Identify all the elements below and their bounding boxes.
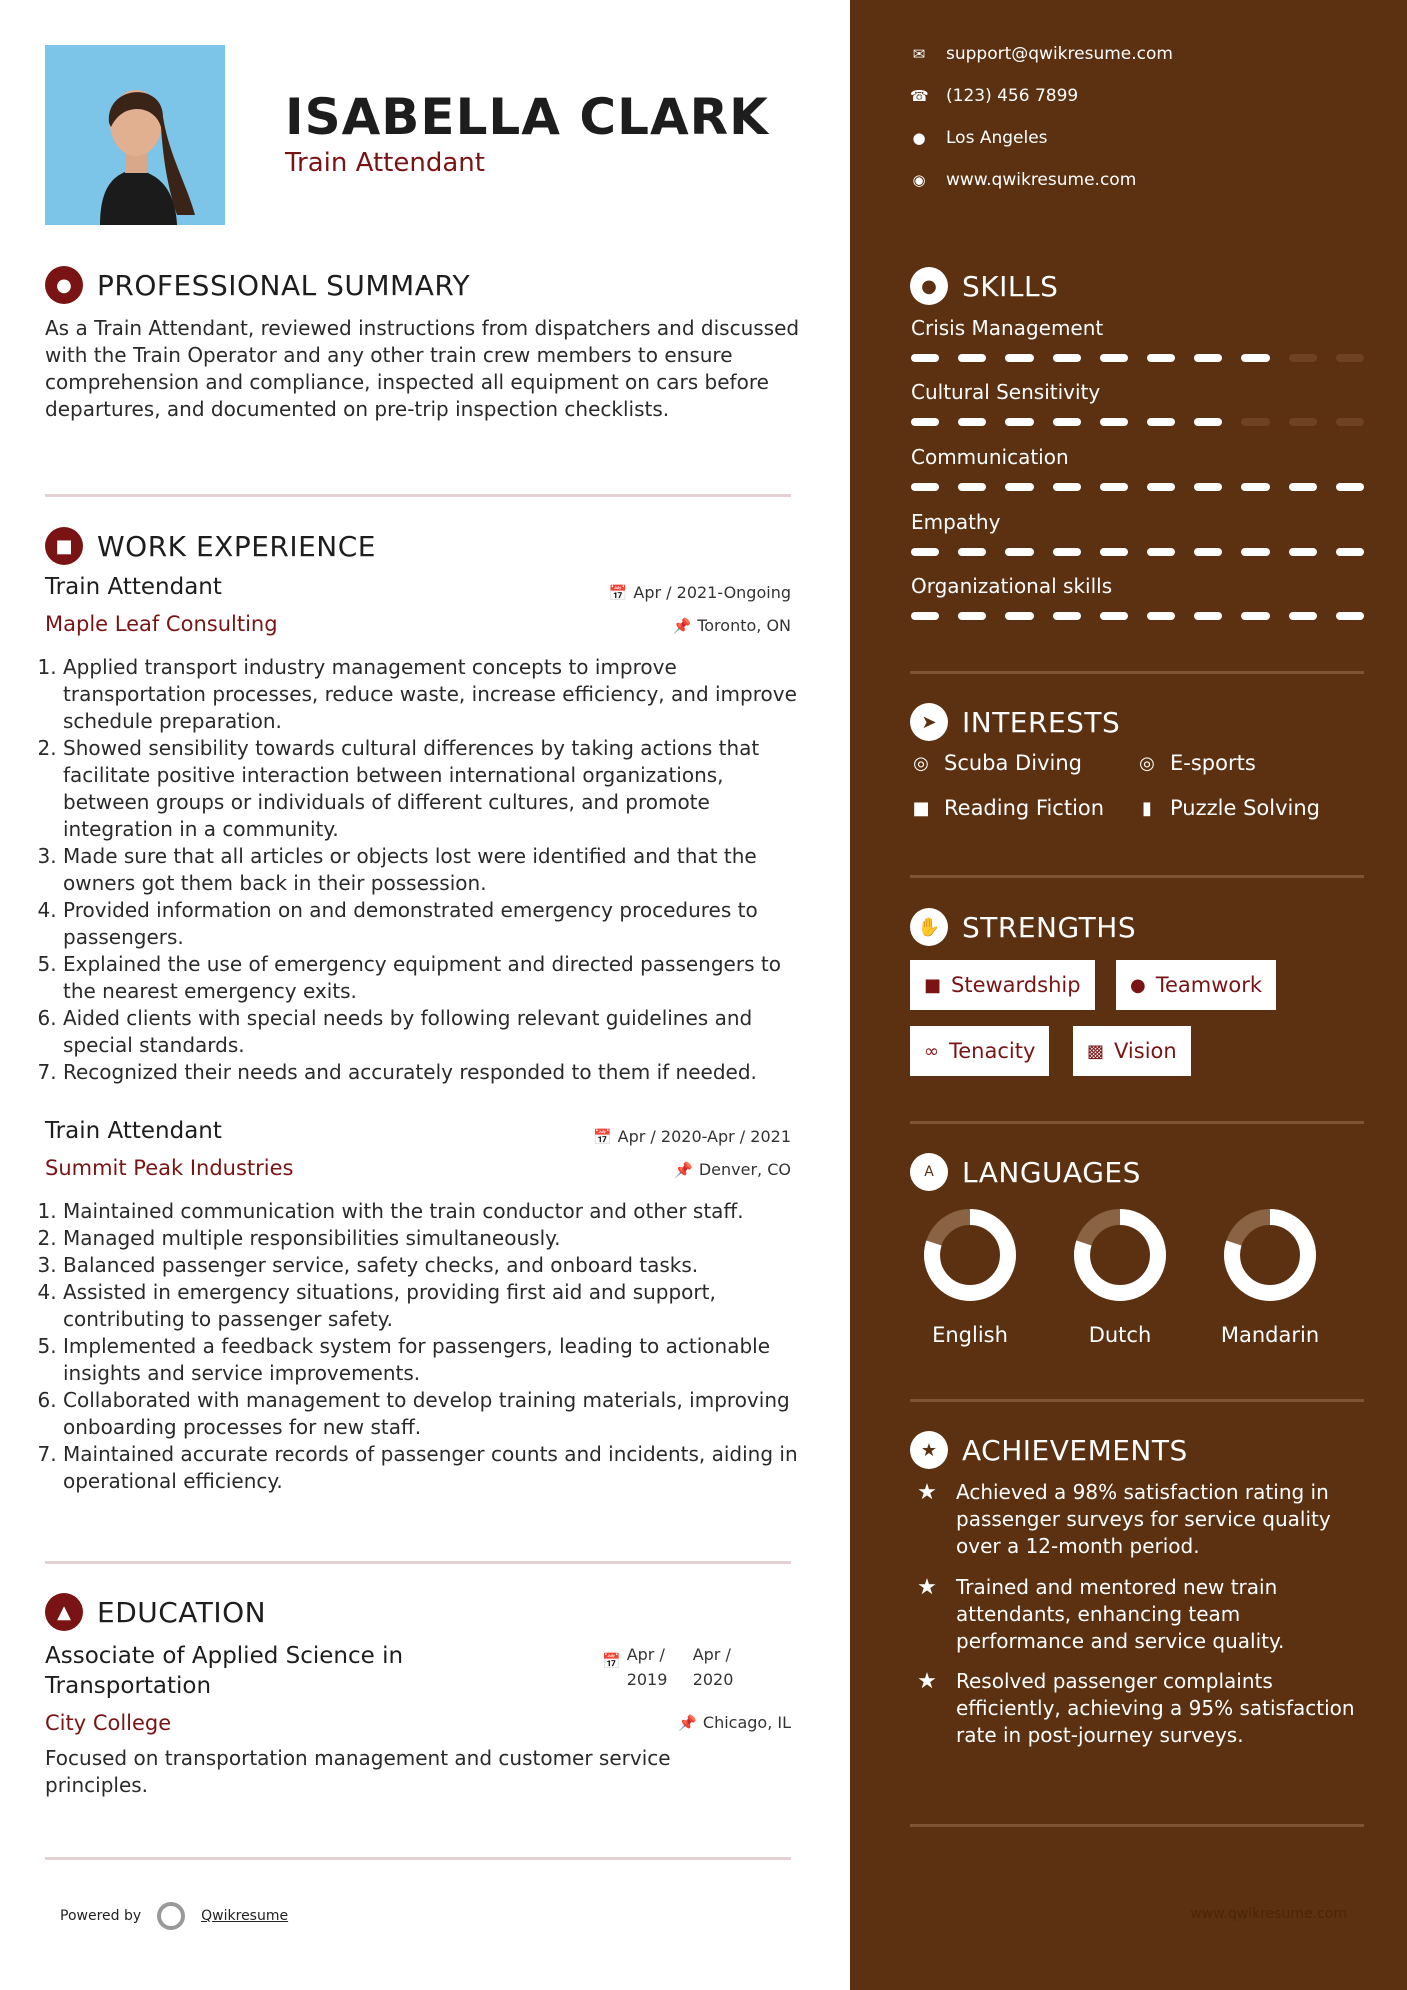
- achievement-item: ★ Trained and mentored new train attendants, enhancing team performance and service quality.: [910, 1574, 1356, 1655]
- phone-icon: ☎: [910, 87, 929, 105]
- strength-badge: ● Teamwork: [1116, 960, 1276, 1010]
- skill-segment: [1147, 354, 1175, 362]
- gamepad-icon: ■: [912, 797, 930, 819]
- skill-segment: [1053, 483, 1081, 491]
- skill-segment: [1005, 548, 1033, 556]
- skill-segment: [958, 548, 986, 556]
- envelope-icon: ✉: [912, 45, 926, 63]
- skills-heading: ● SKILLS: [910, 267, 1058, 305]
- skill-segment: [1241, 354, 1269, 362]
- skill-segment: [1005, 418, 1033, 426]
- skill-segment: [1194, 354, 1222, 362]
- skill-level-bar: [911, 483, 1364, 491]
- language-proficiency-ring: [920, 1205, 1020, 1305]
- life-ring-icon: ◎: [913, 752, 929, 774]
- job-company: Summit Peak Industries: [45, 1156, 294, 1180]
- skill-segment: [1100, 354, 1128, 362]
- skill-segment: [1100, 418, 1128, 426]
- school-location: 📌 Chicago, IL: [678, 1713, 791, 1732]
- skill-segment: [911, 548, 939, 556]
- skill-segment: [911, 483, 939, 491]
- strengths-heading: ✋ STRENGTHS: [910, 908, 1136, 946]
- users-icon: ●: [1130, 974, 1146, 996]
- pin-icon: 📌: [674, 1160, 693, 1179]
- language-name: English: [932, 1323, 1008, 1347]
- language-icon: A: [910, 1153, 948, 1191]
- divider: [910, 671, 1364, 674]
- divider: [910, 1824, 1364, 1827]
- briefcase-icon: ■: [45, 527, 83, 565]
- skill-name: Empathy: [911, 510, 1001, 534]
- education-heading: ▲ EDUCATION: [45, 1593, 266, 1631]
- job-date: 📅 Apr / 2020-Apr / 2021: [592, 1127, 791, 1146]
- job-title: Train Attendant: [45, 574, 222, 600]
- list-item: 2. Showed sensibility towards cultural differences by taking actions that facilitate positive interaction between international organizations, between groups or individuals of different cultures, and promote integration in a community.: [63, 735, 815, 843]
- skill-name: Communication: [911, 445, 1069, 469]
- skill-segment: [1053, 548, 1081, 556]
- skill-name: Crisis Management: [911, 316, 1104, 340]
- summary-heading: ● PROFESSIONAL SUMMARY: [45, 266, 470, 304]
- list-item: 5. Implemented a feedback system for passengers, leading to actionable insights and service improvements.: [63, 1333, 815, 1387]
- skill-segment: [1336, 548, 1364, 556]
- user-icon: ●: [45, 266, 83, 304]
- skill-segment: [1336, 418, 1364, 426]
- divider: [910, 1399, 1364, 1402]
- skill-segment: [1289, 548, 1317, 556]
- list-item: 7. Recognized their needs and accurately responded to them if needed.: [63, 1059, 815, 1086]
- list-item: 6. Aided clients with special needs by following relevant guidelines and special standards.: [63, 1005, 815, 1059]
- list-item: 5. Explained the use of emergency equipment and directed passengers to the nearest emergency exits.: [63, 951, 815, 1005]
- list-item: 4. Assisted in emergency situations, providing first aid and support, contributing to passenger safety.: [63, 1279, 815, 1333]
- contact-email[interactable]: ✉ support@qwikresume.com: [910, 44, 1173, 64]
- strength-badge: ∞ Tenacity: [910, 1026, 1049, 1076]
- skill-segment: [1147, 612, 1175, 620]
- language-name: Mandarin: [1220, 1323, 1320, 1347]
- interest-item: ◎ E-sports: [1136, 751, 1256, 775]
- profile-photo: [45, 45, 225, 225]
- skill-segment: [1147, 483, 1175, 491]
- skill-segment: [1005, 483, 1033, 491]
- job-location: 📌 Denver, CO: [674, 1160, 791, 1179]
- skill-segment: [1100, 612, 1128, 620]
- job-company: Maple Leaf Consulting: [45, 612, 278, 636]
- achievements-heading: ★ ACHIEVEMENTS: [910, 1431, 1188, 1469]
- skill-segment: [911, 354, 939, 362]
- list-item: 1. Applied transport industry management concepts to improve transportation processes, reduce waste, increase efficiency, and improve schedule preparation.: [63, 654, 815, 735]
- skill-segment: [1100, 483, 1128, 491]
- strength-badge: ■ Stewardship: [910, 960, 1095, 1010]
- list-item: 6. Collaborated with management to develop training materials, improving onboarding processes for new staff.: [63, 1387, 815, 1441]
- graduation-cap-icon: ▲: [45, 1593, 83, 1631]
- list-item: 3. Balanced passenger service, safety checks, and onboard tasks.: [63, 1252, 815, 1279]
- job-location: 📌 Toronto, ON: [672, 616, 791, 635]
- skill-name: Organizational skills: [911, 574, 1113, 598]
- list-item: 2. Managed multiple responsibilities simultaneously.: [63, 1225, 815, 1252]
- briefcase-icon: ■: [924, 974, 942, 996]
- divider: [45, 494, 791, 497]
- star-badge-icon: ★: [910, 1431, 948, 1469]
- link-icon: ∞: [924, 1040, 939, 1062]
- star-icon: ★: [917, 1669, 937, 1694]
- contact-location: ● Los Angeles: [910, 128, 1048, 148]
- list-item: 1. Maintained communication with the train conductor and other staff.: [63, 1198, 815, 1225]
- pin-icon: 📌: [672, 616, 692, 635]
- skill-level-bar: [911, 418, 1364, 426]
- degree-title: Associate of Applied Science in Transportation: [45, 1643, 404, 1699]
- skill-segment: [1100, 548, 1128, 556]
- interest-item: ◎ Scuba Diving: [910, 751, 1082, 775]
- language-item: [1210, 1205, 1330, 1347]
- lightbulb-icon: ●: [910, 267, 948, 305]
- summary-text: As a Train Attendant, reviewed instructions from dispatchers and discussed with the Train Operator and any other train crew members to ensure comprehension and compliance, inspected all equipment on cars before departures, and documented on pre-trip inspection checklists.: [45, 316, 800, 421]
- language-item: [910, 1205, 1030, 1347]
- skill-segment: [1053, 418, 1081, 426]
- qwikresume-logo-icon: [157, 1902, 185, 1930]
- skill-segment: [1289, 354, 1317, 362]
- list-item: 7. Maintained accurate records of passenger counts and incidents, aiding in operational efficiency.: [63, 1441, 815, 1495]
- skill-segment: [1005, 612, 1033, 620]
- globe-icon: ◉: [912, 171, 926, 189]
- skill-segment: [1053, 354, 1081, 362]
- language-proficiency-ring: [1220, 1205, 1320, 1305]
- calendar-icon: 📅: [592, 1127, 612, 1146]
- brand-link[interactable]: Qwikresume: [201, 1908, 289, 1924]
- contact-website[interactable]: ◉ www.qwikresume.com: [910, 170, 1136, 190]
- skill-name: Cultural Sensitivity: [911, 380, 1101, 404]
- interest-item: ▮ Puzzle Solving: [1136, 796, 1320, 820]
- job-date: 📅 Apr / 2021-Ongoing: [608, 583, 791, 602]
- skill-segment: [911, 418, 939, 426]
- skill-segment: [1194, 418, 1222, 426]
- language-name: Dutch: [1088, 1323, 1152, 1347]
- star-icon: ★: [917, 1575, 937, 1600]
- job-title: Train Attendant: [45, 1118, 222, 1144]
- skill-segment: [1241, 612, 1269, 620]
- paper-plane-icon: ➤: [910, 703, 948, 741]
- job-duties: [45, 1198, 815, 1495]
- pin-icon: 📌: [678, 1713, 697, 1732]
- skill-segment: [1289, 483, 1317, 491]
- interest-item: ■ Reading Fiction: [910, 796, 1104, 820]
- divider: [45, 1857, 791, 1860]
- skill-segment: [1289, 612, 1317, 620]
- skill-level-bar: [911, 354, 1364, 362]
- divider: [45, 1561, 791, 1564]
- skill-segment: [1336, 483, 1364, 491]
- skill-segment: [1241, 418, 1269, 426]
- candidate-title: Train Attendant: [285, 148, 485, 178]
- skill-segment: [1194, 548, 1222, 556]
- skill-segment: [958, 418, 986, 426]
- calendar-icon: 📅: [608, 583, 628, 602]
- skill-level-bar: [911, 548, 1364, 556]
- star-icon: ★: [917, 1480, 937, 1505]
- education-description: Focused on transportation management and customer service principles.: [45, 1746, 671, 1797]
- binoculars-icon: ▩: [1087, 1040, 1105, 1062]
- contact-phone[interactable]: ☎ (123) 456 7899: [910, 86, 1079, 106]
- skill-segment: [1289, 418, 1317, 426]
- skill-segment: [1147, 548, 1175, 556]
- achievement-item: ★ Resolved passenger complaints efficiently, achieving a 95% satisfaction rate in post-journey surveys.: [910, 1668, 1356, 1749]
- book-icon: ▮: [1142, 797, 1152, 819]
- skill-segment: [1241, 548, 1269, 556]
- powered-by: Powered by Qwikresume: [60, 1902, 288, 1930]
- divider: [910, 875, 1364, 878]
- skill-segment: [1147, 418, 1175, 426]
- life-ring-icon: ◎: [1139, 752, 1155, 774]
- skill-segment: [1336, 612, 1364, 620]
- education-date: 📅 Apr / 2019 Apr / 2020: [602, 1645, 734, 1689]
- achievement-item: ★ Achieved a 98% satisfaction rating in passenger surveys for service quality over a 12-month period.: [910, 1479, 1356, 1560]
- skill-segment: [1194, 612, 1222, 620]
- list-item: 4. Provided information on and demonstrated emergency procedures to passengers.: [63, 897, 815, 951]
- interests-heading: ➤ INTERESTS: [910, 703, 1120, 741]
- skill-segment: [1241, 483, 1269, 491]
- map-marker-icon: ●: [912, 129, 926, 147]
- divider: [910, 1121, 1364, 1124]
- languages-heading: A LANGUAGES: [910, 1153, 1141, 1191]
- candidate-name: ISABELLA CLARK: [285, 88, 769, 146]
- skill-segment: [958, 354, 986, 362]
- language-item: [1060, 1205, 1180, 1347]
- fist-icon: ✋: [910, 908, 948, 946]
- skill-segment: [911, 612, 939, 620]
- skill-segment: [958, 483, 986, 491]
- skill-segment: [1336, 354, 1364, 362]
- footer-url: www.qwikresume.com: [1190, 1906, 1347, 1922]
- skill-segment: [1053, 612, 1081, 620]
- strength-badge: ▩ Vision: [1073, 1026, 1191, 1076]
- list-item: 3. Made sure that all articles or objects lost were identified and that the owners got them back in their possession.: [63, 843, 815, 897]
- school-name: City College: [45, 1711, 172, 1735]
- skill-level-bar: [911, 612, 1364, 620]
- skill-segment: [1194, 483, 1222, 491]
- language-proficiency-ring: [1070, 1205, 1170, 1305]
- job-duties: [45, 654, 815, 1086]
- skill-segment: [1005, 354, 1033, 362]
- calendar-icon: 📅: [602, 1652, 621, 1670]
- skill-segment: [958, 612, 986, 620]
- work-heading: ■ WORK EXPERIENCE: [45, 527, 376, 565]
